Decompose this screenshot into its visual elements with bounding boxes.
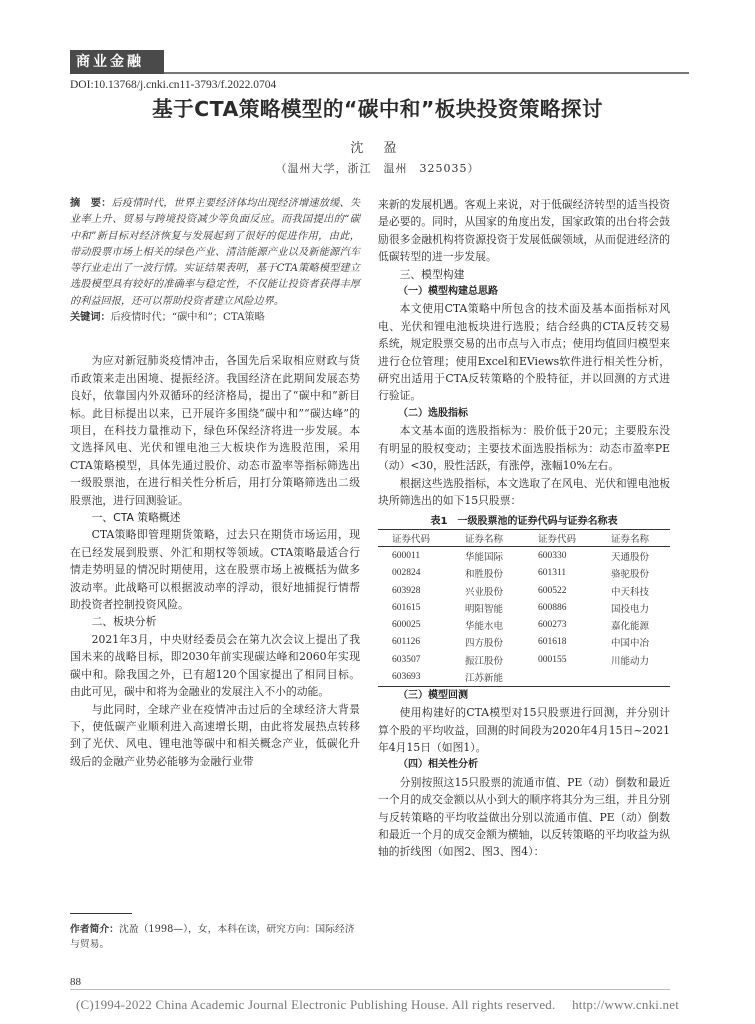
abstract-text: 后疫情时代，世界主要经济体均出现经济增速放缓、失业率上升、贸易与跨境投资减少等负面反应。而我国提出的“碳中和”新目标对经济恢复与发展起到了很好的促进作用，由此，带动股票市场上相关的绿色产业、清洁能源产业以及新能源汽车等行业走出了一波行情。实证结果表明，基于CTA策略模型建立选股模型具有较好的准确率与稳定性，不仅能让投资者获得丰厚的利益回报，还可以帮助投资者建立风险边界。: [70, 198, 361, 307]
subsection-3-3-paragraph: 使用构建好的CTA模型对15只股票进行回测，并分别计算个股的平均收益，回测的时间段为2020年4月15日~2021年4月15日（如图1）。: [378, 706, 670, 754]
table-cell: 603507: [392, 654, 421, 665]
table-header-cell: 证券名称: [597, 530, 670, 547]
table-row: [378, 634, 670, 651]
article-title: 基于CTA策略模型的“碳中和”板块投资策略探讨: [152, 97, 603, 121]
section-heading-2: 二、板块分析: [91, 615, 157, 629]
author: 沈 盈: [350, 141, 405, 156]
footnote-label: 作者简介：: [70, 924, 119, 935]
table-header-row: [378, 530, 670, 547]
table-cell: 江苏新能: [451, 668, 524, 686]
affiliation: （温州大学，浙江 温州 325035）: [275, 162, 480, 175]
table-cell: 中国中冶: [611, 639, 650, 650]
section-heading-3: 三、模型构建: [399, 267, 465, 281]
table-cell: 嘉化能源: [611, 622, 650, 633]
table-cell: 000155: [538, 654, 567, 665]
table-cell: 600886: [538, 602, 567, 613]
table-cell: 振江股份: [465, 656, 504, 667]
subsection-3-4-paragraph: 分别按照这15只股票的流通市值、PE（动）倒数和最近一个月的成交金额以从小到大的顺序将其分为三组，并且分别与反转策略的平均收益做出分别以流通市值、PE（动）倒数和最近一个月的成交金额为横轴，以反转策略的平均收益为纵轴的折线图（如图2、图3、图4）：: [378, 775, 670, 859]
table-cell: 和胜股份: [465, 570, 504, 581]
table-header-cell: 证券代码: [378, 530, 451, 547]
abstract: [70, 196, 360, 310]
subsection-heading-3-2: （二）选股指标: [398, 407, 468, 419]
subsection-heading-3-1: （一）模型构建总思路: [398, 286, 498, 298]
footer-rule: [70, 989, 670, 990]
table-cell: 天通股份: [611, 552, 650, 563]
table-cell: 国投电力: [611, 604, 650, 615]
left-column: [70, 196, 360, 770]
table-cell: 中天科技: [611, 587, 650, 598]
table-cell: 603693: [378, 668, 451, 686]
table-row: [378, 651, 670, 668]
section-rule: [164, 72, 689, 74]
table-header-cell: 证券名称: [451, 530, 524, 547]
subsection-heading-3-4: （四）相关性分析: [398, 759, 478, 771]
footnote-rule: [70, 913, 132, 914]
keywords-text: 后疫情时代；“碳中和”；CTA策略: [110, 312, 265, 324]
table-cell: [597, 668, 670, 686]
subsection-3-2-paragraph: 本文基本面的选股指标为：股价低于20元；主要股东没有明显的股权变动；主要技术面选股指标为：动态市盈率PE（动）<30，股性活跃，有涨停，涨幅10%左右。: [378, 424, 670, 473]
subsection-3-2-paragraph-2: 根据这些选股指标，本文选取了在风电、光伏和锂电池板块所筛选出的如下15只股票：: [378, 476, 670, 507]
table-row: [378, 599, 670, 616]
subsection-3-1-paragraph: 本文使用CTA策略中所包含的技术面及基本面指标对风电、光伏和锂电池板块进行选股；结合经典的CTA反转交易系统，规定股票交易的出市点与入市点；使用均值回归模型来进行仓位管理；使用Excel和EViews软件进行相关性分析，研究出适用于CTA反转策略的个股特征，并以回测的方式进行验证。: [378, 302, 670, 403]
footnote-text: 沈盈（1998—），女，本科在读，研究方向：国际经济与贸易。: [70, 924, 355, 950]
table-cell: 600025: [392, 620, 421, 631]
table-caption: 表1 一级股票池的证券代码与证券名称表: [430, 516, 618, 528]
stock-table: [378, 529, 670, 686]
keywords: [70, 310, 360, 326]
continued-paragraph: 来新的发展机遇。客观上来说，对于低碳经济转型的适当投资是必要的。同时，从国家的角度出发，国家政策的出台将会鼓励很多金融机构将资源投资于发展低碳领域，从而促进经济的低碳转型的进一步发展。: [378, 198, 670, 264]
section-2-paragraph-2: 与此同时，全球产业在疫情冲击过后的全球经济大背景下，使低碳产业顺利进入高速增长期，由此将发展热点转移到了光伏、风电、锂电池等碳中和相关概念产业，低碳化升级后的金融产业势必能够为金融行业带: [70, 702, 360, 768]
table-cell: 600011: [392, 550, 421, 561]
table-cell: [524, 668, 597, 686]
table-cell: 600330: [538, 550, 567, 561]
section-2-paragraph-1: 2021年3月，中央财经委员会在第九次会议上提出了我国未来的战略目标，即2030年前实现碳达峰和2060年实现碳中和。除我国之外，已有超120个国家提出了相同目标。由此可见，碳中和将为金融业的发展注入不小的动能。: [70, 632, 360, 699]
table-cell: 601126: [392, 637, 421, 648]
table-cell: 川能动力: [611, 656, 650, 667]
table-row: [378, 547, 670, 565]
table-cell: 四方股份: [465, 639, 504, 650]
table-row: [378, 565, 670, 582]
table-cell: 601615: [392, 602, 421, 613]
right-column: [378, 196, 670, 861]
section-1-paragraph: CTA策略即管理期货策略，过去只在期货市场运用，现在已经发展到股票、外汇和期权等领域。CTA策略最适合行情走势明显的情况时期使用，这在股票市场上被概括为做多波动率。此战略可以根据波动率的浮动，很好地捕捉行情帮助投资者控制投资风险。: [70, 528, 360, 612]
table-cell: 600522: [538, 585, 567, 596]
table-row: [378, 617, 670, 634]
table-row: [378, 582, 670, 599]
keywords-label: 关键词：: [70, 312, 111, 324]
table-row: [378, 668, 670, 686]
section-heading-1: 一、CTA 策略概述: [91, 511, 181, 525]
abstract-label: 摘 要：: [70, 198, 112, 209]
table-cell: 603928: [392, 585, 421, 596]
table-cell: 601311: [538, 568, 567, 579]
table-cell: 华能国际: [465, 552, 504, 563]
subsection-heading-3-3: （三）模型回测: [398, 689, 468, 701]
section-tag: 商业金融: [70, 50, 164, 74]
table-header-cell: 证券代码: [524, 530, 597, 547]
table-cell: 骆驼股份: [611, 570, 650, 581]
intro-paragraph: 为应对新冠肺炎疫情冲击，各国先后采取相应财政与货币政策来走出困境、提振经济。我国经济在此期间发展态势良好，依靠国内外双循环的经济格局，提出了“碳中和”新目标。此目标提出以来，已开展许多围绕“碳中和”“碳达峰”的项目，在科技力量推动下，绿色环保经济将进一步发展。本文选择风电、光伏和锂电池三大板块作为选股范围，采用CTA策略模型，具体先通过股价、动态市盈率等指标筛选出一级股票池，在进行相关性分析后，用打分策略筛选出二级股票池，进行回测验证。: [70, 354, 360, 507]
page-number: 88: [70, 976, 81, 988]
author-footnote: [70, 922, 360, 952]
copyright-line: (C)1994-2022 China Academic Journal Electronic Publishing House. All rights reserved. http://www.cnki.net: [75, 997, 680, 1012]
table-cell: 601618: [538, 637, 567, 648]
table-cell: 兴业股份: [465, 587, 504, 598]
table-cell: 华能水电: [465, 622, 504, 633]
table-cell: 600273: [538, 620, 567, 631]
table-cell: 002824: [392, 568, 421, 579]
doi: DOI:10.13768/j.cnki.cn11-3793/f.2022.0704: [70, 79, 277, 91]
table-cell: 明阳智能: [465, 604, 504, 615]
